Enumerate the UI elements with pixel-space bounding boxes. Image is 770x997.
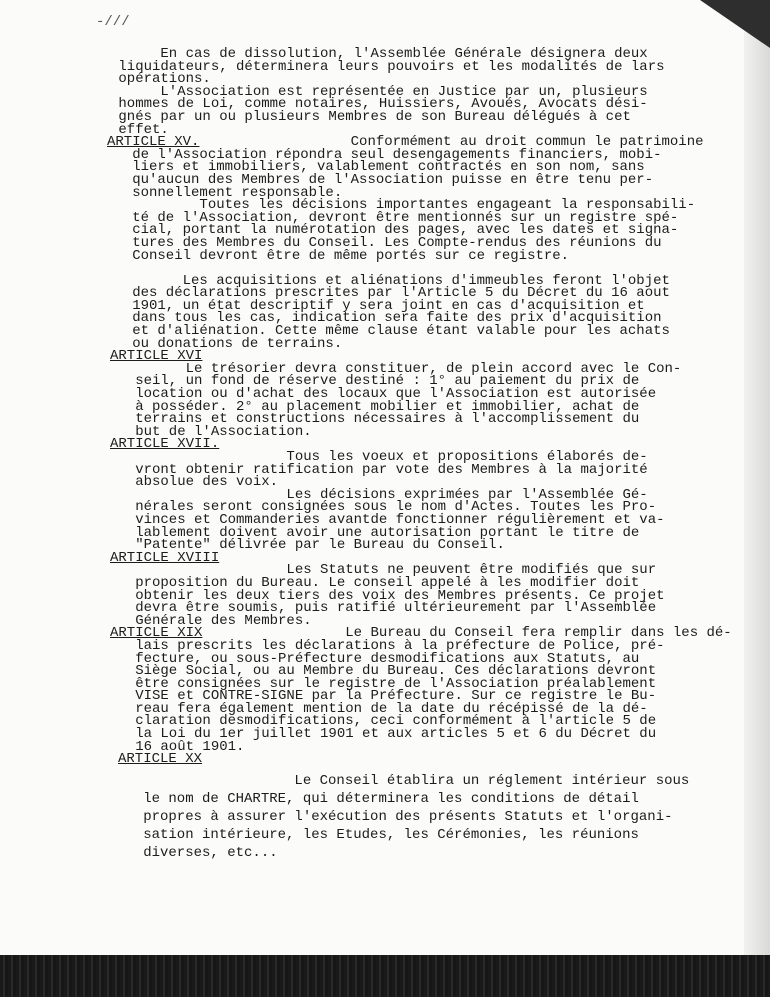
text-line: dans tous les cas, indication sera faite des prix d'acquisition [107, 310, 662, 327]
text-line: Conseil devront être de même portés sur ce registre. [107, 247, 570, 264]
text-line: location ou d'achat des locaux que l'Association est autorisée [110, 386, 657, 403]
text-line: liers et immobiliers, valablement contractés en son nom, sans [107, 159, 645, 176]
text-line: 16 août 1901. [110, 738, 245, 755]
text-line: terrains et constructions nécessaires à l'accomplissement du [110, 411, 640, 428]
text-line: Le Bureau du Conseil fera remplir dans les dé- [202, 625, 732, 642]
text-line: tures des Membres du Conseil. Les Compte-rendus des réunions du [107, 234, 662, 251]
text-line: Les décisions exprimées par l'Assemblée Gé- [110, 486, 648, 503]
text-line: fecture, ou sous-Préfecture desmodifications aux Statuts, au [110, 650, 640, 667]
text-line: Conformément au droit commun le patrimoine [199, 134, 704, 151]
text-line: proposition du Bureau. Le conseil appelé à les modifier doit [110, 574, 640, 591]
text-line: Toutes les décisions importantes engageant la responsabili- [107, 197, 696, 214]
text-line: opérations. [110, 71, 211, 88]
text-line: "Patente" délivrée par le Bureau du Conseil. [110, 537, 505, 554]
text-line: de l'Association répondra seul desengagements financiers, mobi- [107, 146, 662, 163]
article-heading: ARTICLE XVIII [110, 549, 220, 566]
text-line: sation intérieure, les Etudes, les Cérémonies, les réunions [118, 826, 639, 843]
text-line: Les acquisitions et aliénations d'immeubles feront l'objet [107, 272, 670, 289]
text-line: lais prescrits les déclarations à la préfecture de Police, pré- [110, 637, 665, 654]
text-line: lablement doivent avoir une autorisation portant le titre de [110, 524, 640, 541]
article-heading: ARTICLE XVI [110, 348, 203, 365]
article-heading: ARTICLE XX [118, 751, 203, 768]
text-line: nérales seront consignées sous le nom d'Actes. Toutes les Pro- [110, 499, 657, 516]
article-xvii [110, 436, 750, 554]
margin-mark: -/// [96, 14, 130, 30]
text-line: seil, un fond de réserve destiné : 1° au paiement du prix de [110, 373, 640, 390]
article-heading: ARTICLE XV. [107, 134, 200, 151]
text-line: hommes de Loi, comme notaires, Huissiers, Avoués, Avocats dési- [110, 96, 648, 113]
text-line: En cas de dissolution, l'Assemblée Générale désignera deux [110, 46, 648, 62]
text-line: diverses, etc... [118, 844, 278, 861]
article-xv [107, 136, 750, 350]
text-line: claration desmodifications, ceci conformément à l'article 5 de [110, 713, 657, 730]
text-line: cial, portant la numérotation des pages, avec les dates et signa- [107, 222, 679, 239]
article-xx [118, 753, 750, 862]
text-line: des déclarations prescrites par l'Article 5 du Décret du 16 aout [107, 285, 670, 302]
text-line: vront obtenir ratification par vote des Membres à la majorité [110, 461, 648, 478]
text-line: être consignées sur le registre de l'Association préalablement [110, 675, 657, 692]
text-line: Les Statuts ne peuvent être modifiés que sur [110, 562, 657, 579]
text-line: reau fera également mention de la date du récépissé de la dé- [110, 700, 648, 717]
text-line: ou donations de terrains. [107, 335, 343, 352]
document-body [107, 46, 750, 862]
text-line: Le trésorier devra constituer, de plein accord avec le Con- [110, 360, 682, 377]
scanner-bottom-bar [0, 955, 770, 997]
text-line: effet. [110, 121, 169, 138]
text-line: à posséder. 2° au placement mobilier et immobilier, achat de [110, 398, 640, 415]
text-line: Le Conseil établira un réglement intérieur sous [118, 772, 690, 789]
text-line: Siège Social, ou au Membre du Bureau. Ces déclarations devront [110, 663, 657, 680]
article-xvi [110, 350, 750, 438]
text-line: absolue des voix. [110, 474, 279, 491]
article-xix [110, 627, 750, 753]
text-line: liquidateurs, déterminera leurs pouvoirs et les modalités de lars [110, 58, 665, 75]
text-line: Tous les voeux et propositions élaborés de- [110, 449, 648, 465]
text-line: Générale des Membres. [110, 612, 312, 629]
text-line: vinces et Commanderies avantde fonctionner régulièrement et va- [110, 511, 665, 528]
text-line: et d'aliénation. Cette même clause étant valable pour les achats [107, 323, 670, 340]
text-line: té de l'Association, devront être mentionnés sur un registre spé- [107, 209, 679, 226]
text-line: L'Association est représentée en Justice par un, plusieurs [110, 83, 648, 100]
text-line: propres à assurer l'exécution des présents Statuts et l'organi- [118, 808, 673, 825]
text-line: 1901, un état descriptif y sera joint en cas d'acquisition et [107, 297, 645, 314]
folded-corner [700, 0, 770, 48]
text-line: qu'aucun des Membres de l'Association puisse en être tenu per- [107, 171, 654, 188]
text-line: la Loi du 1er juillet 1901 et aux articles 5 et 6 du Décret du [110, 726, 657, 743]
text-line: gnés par un ou plusieurs Membres de son Bureau délégués à cet [110, 108, 631, 125]
article-xviii [110, 549, 750, 629]
text-line: obtenir les deux tiers des voix des Membres présents. Ce projet [110, 587, 665, 604]
text-line: devra être soumis, puis ratifié ultérieurement par l'Assemblée [110, 600, 657, 617]
article-heading: ARTICLE XVII. [110, 436, 220, 453]
article-heading: ARTICLE XIX [110, 625, 203, 642]
text-line: le nom de CHARTRE, qui déterminera les conditions de détail [118, 790, 639, 807]
text-line: sonnellement responsable. [107, 184, 343, 201]
paragraph-dissolution [110, 48, 750, 136]
text-line: but de l'Association. [110, 423, 312, 440]
text-line: VISE et CONTRE-SIGNE par la Préfecture. Sur ce registre le Bu- [110, 688, 657, 705]
